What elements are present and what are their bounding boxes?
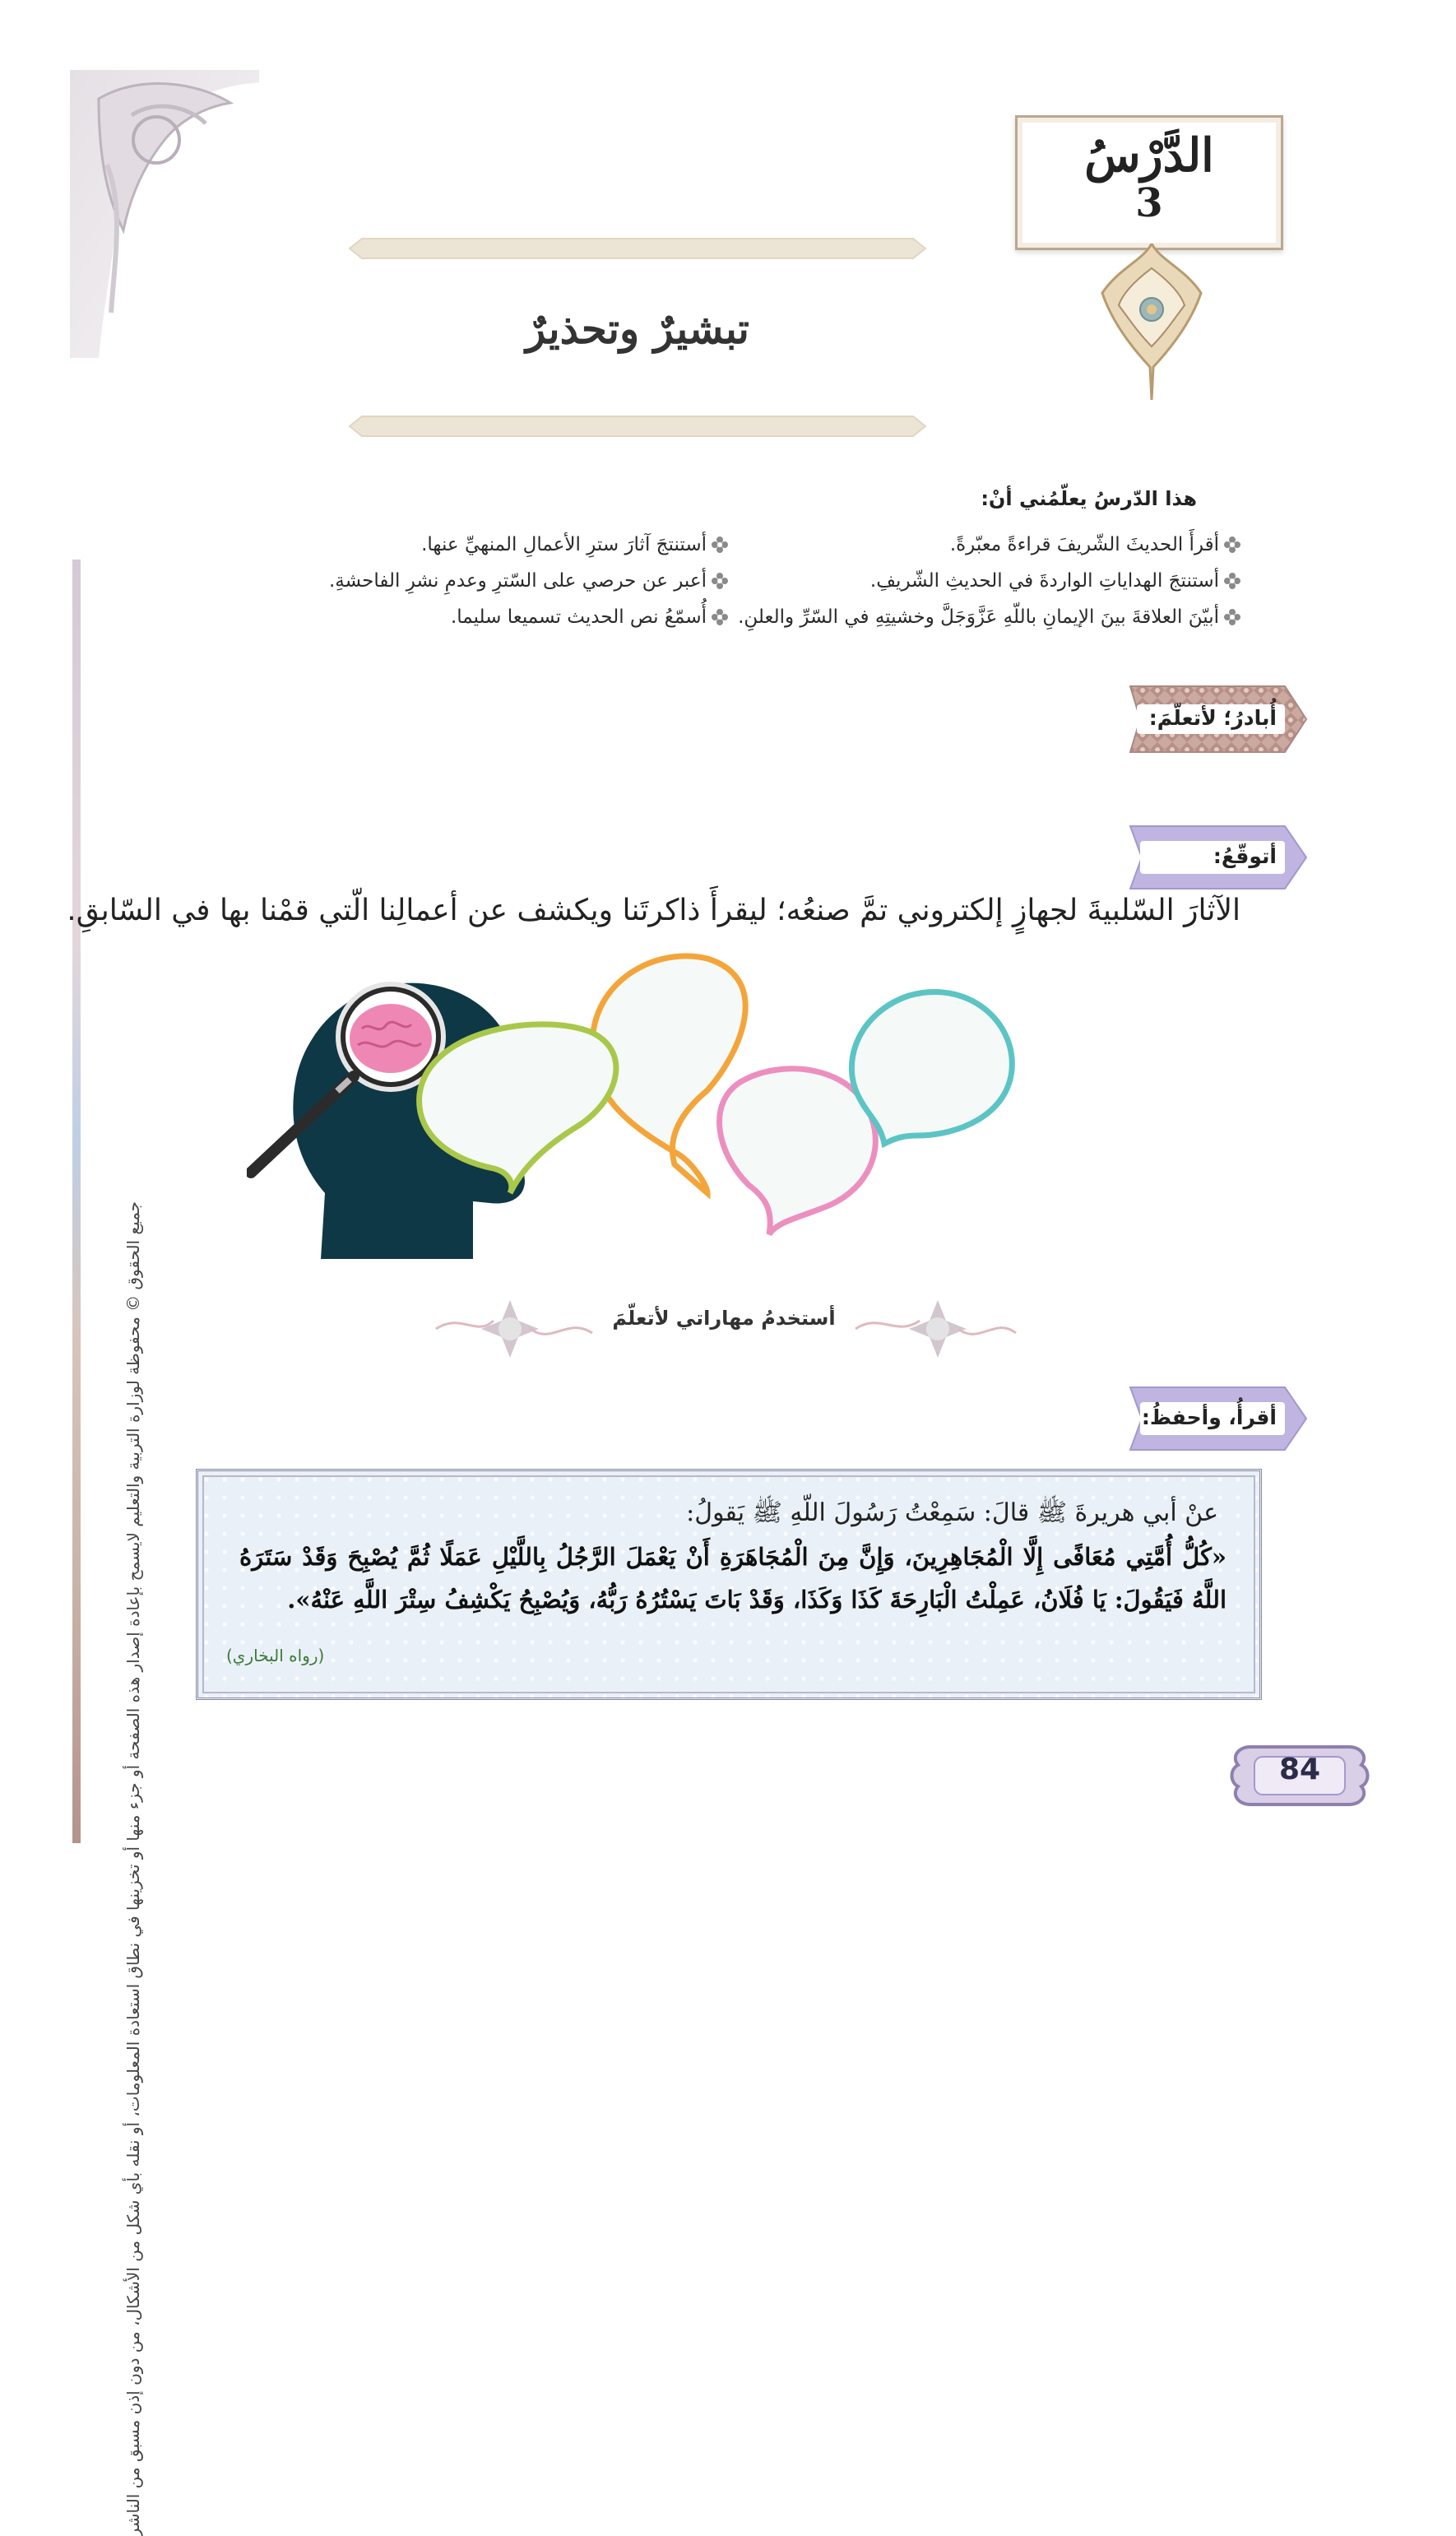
left-decorative-strip (72, 560, 81, 1843)
objectives-left-list (300, 527, 728, 635)
objective-item (300, 527, 728, 563)
copyright-notice: جميع الحقوق © محفوظة لوزارة التربية والتعليم لايسمح بإعادة إصدار هذه الصفحة أو جزء منها أو تخزينها في نطاق استعادة المعلومات، أو نقله بأي شكل من الأشكال، من دون إذن مسبق من الناشر (123, 1201, 143, 2536)
section-tab-read-memorize (1120, 1382, 1310, 1455)
objective-text: أعبر عن حرصي على السّترِ وعدمِ نشرِ الفاحشةِ. (329, 570, 707, 592)
objective-text: أُسمّعُ نص الحديث تسميعا سليما. (450, 606, 707, 628)
hadith-text: «كُلُّ أُمَّتِي مُعَافًى إِلَّا الْمُجَاهِرِينَ، وَإِنَّ مِنَ الْمُجَاهَرَةِ أَنْ يَعْمَلَ الرَّجُلُ بِاللَّيْلِ عَمَلًا ثُمَّ يُصْبِحَ وَقَدْ سَتَرَهُ اللَّهُ فَيَقُولَ: يَا فُلَانُ، عَمِلْتُ الْبَارِحَةَ كَذَا وَكَذَا، وَقَدْ بَاتَ يَسْتُرُهُ رَبُّهُ، وَيُصْبِحُ يَكْشِفُ سِتْرَ اللَّهِ عَنْهُ». (239, 1543, 1226, 1614)
objective-item (300, 599, 728, 635)
corner-ornament (66, 66, 263, 362)
lesson-number: 3 (1135, 180, 1163, 226)
hadith-box (196, 1469, 1262, 1700)
tab-read-memorize-label: أقرأُ، وأحفظُ: (1141, 1405, 1277, 1429)
objective-text: أبيّنَ العلاقةَ بينَ الإيمانِ باللّهِ عَزَّوَجَلَّ وخشيتِهِ في السّرِّ والعلنِ. (738, 606, 1219, 628)
flower-bullet-icon (1224, 536, 1240, 553)
lesson-number-box (1015, 115, 1283, 250)
objective-text: أستنتجَ آثارَ سترِ الأعمالِ المنهيِّ عنها. (421, 534, 707, 555)
lesson-title: تبشيرٌ وتحذيرٌ (526, 304, 749, 353)
page-number: 84 (1278, 1753, 1321, 1786)
flower-bullet-icon (712, 573, 728, 589)
flower-bullet-icon (712, 536, 728, 553)
objective-item (300, 563, 728, 599)
section-tab-expect (1120, 821, 1310, 894)
flower-bullet-icon (1224, 609, 1240, 625)
flower-bullet-icon (1224, 573, 1240, 589)
lesson-pendant-ornament (1094, 244, 1209, 400)
section-tab-initiate (1120, 683, 1310, 755)
flower-bullet-icon (712, 609, 728, 625)
skills-heading: أستخدمُ مهاراتي لأتعلّمَ (612, 1307, 836, 1330)
expect-paragraph: الآثارَ السّلبيةَ لجهازٍ إلكتروني تمَّ صنعُه؛ ليقرأَ ذاكرتَنا ويكشف عن أعمالِنا الّتي قمْنا بها في السّابقِ. (67, 894, 1240, 927)
star-ornament-icon (856, 1300, 1016, 1358)
hadith-source: (رواه البخاري) (226, 1646, 325, 1665)
tab-initiate-label: أُبادرُ؛ لأتعلّمَ: (1148, 706, 1277, 730)
objectives-heading: هذا الدّرسُ يعلّمُني أنْ: (981, 487, 1197, 510)
hadith-intro: عنْ أبي هريرةَ ﷺ قالَ: سَمِعْتُ رَسُولَ اللّهِ ﷺ يَقولُ: (686, 1498, 1218, 1527)
lesson-word: الدَّرْسُ (1084, 128, 1214, 183)
memory-illustration (247, 946, 1209, 1259)
objective-text: أقرأَ الحديثَ الشّريفَ قراءةً معبّرةً. (949, 534, 1219, 555)
objective-text: أستنتجَ الهداياتِ الواردةَ في الحديثِ الشّريفِ. (869, 570, 1219, 592)
tab-expect-label: أتوقّعُ: (1213, 844, 1277, 868)
star-ornament-icon (436, 1300, 592, 1358)
